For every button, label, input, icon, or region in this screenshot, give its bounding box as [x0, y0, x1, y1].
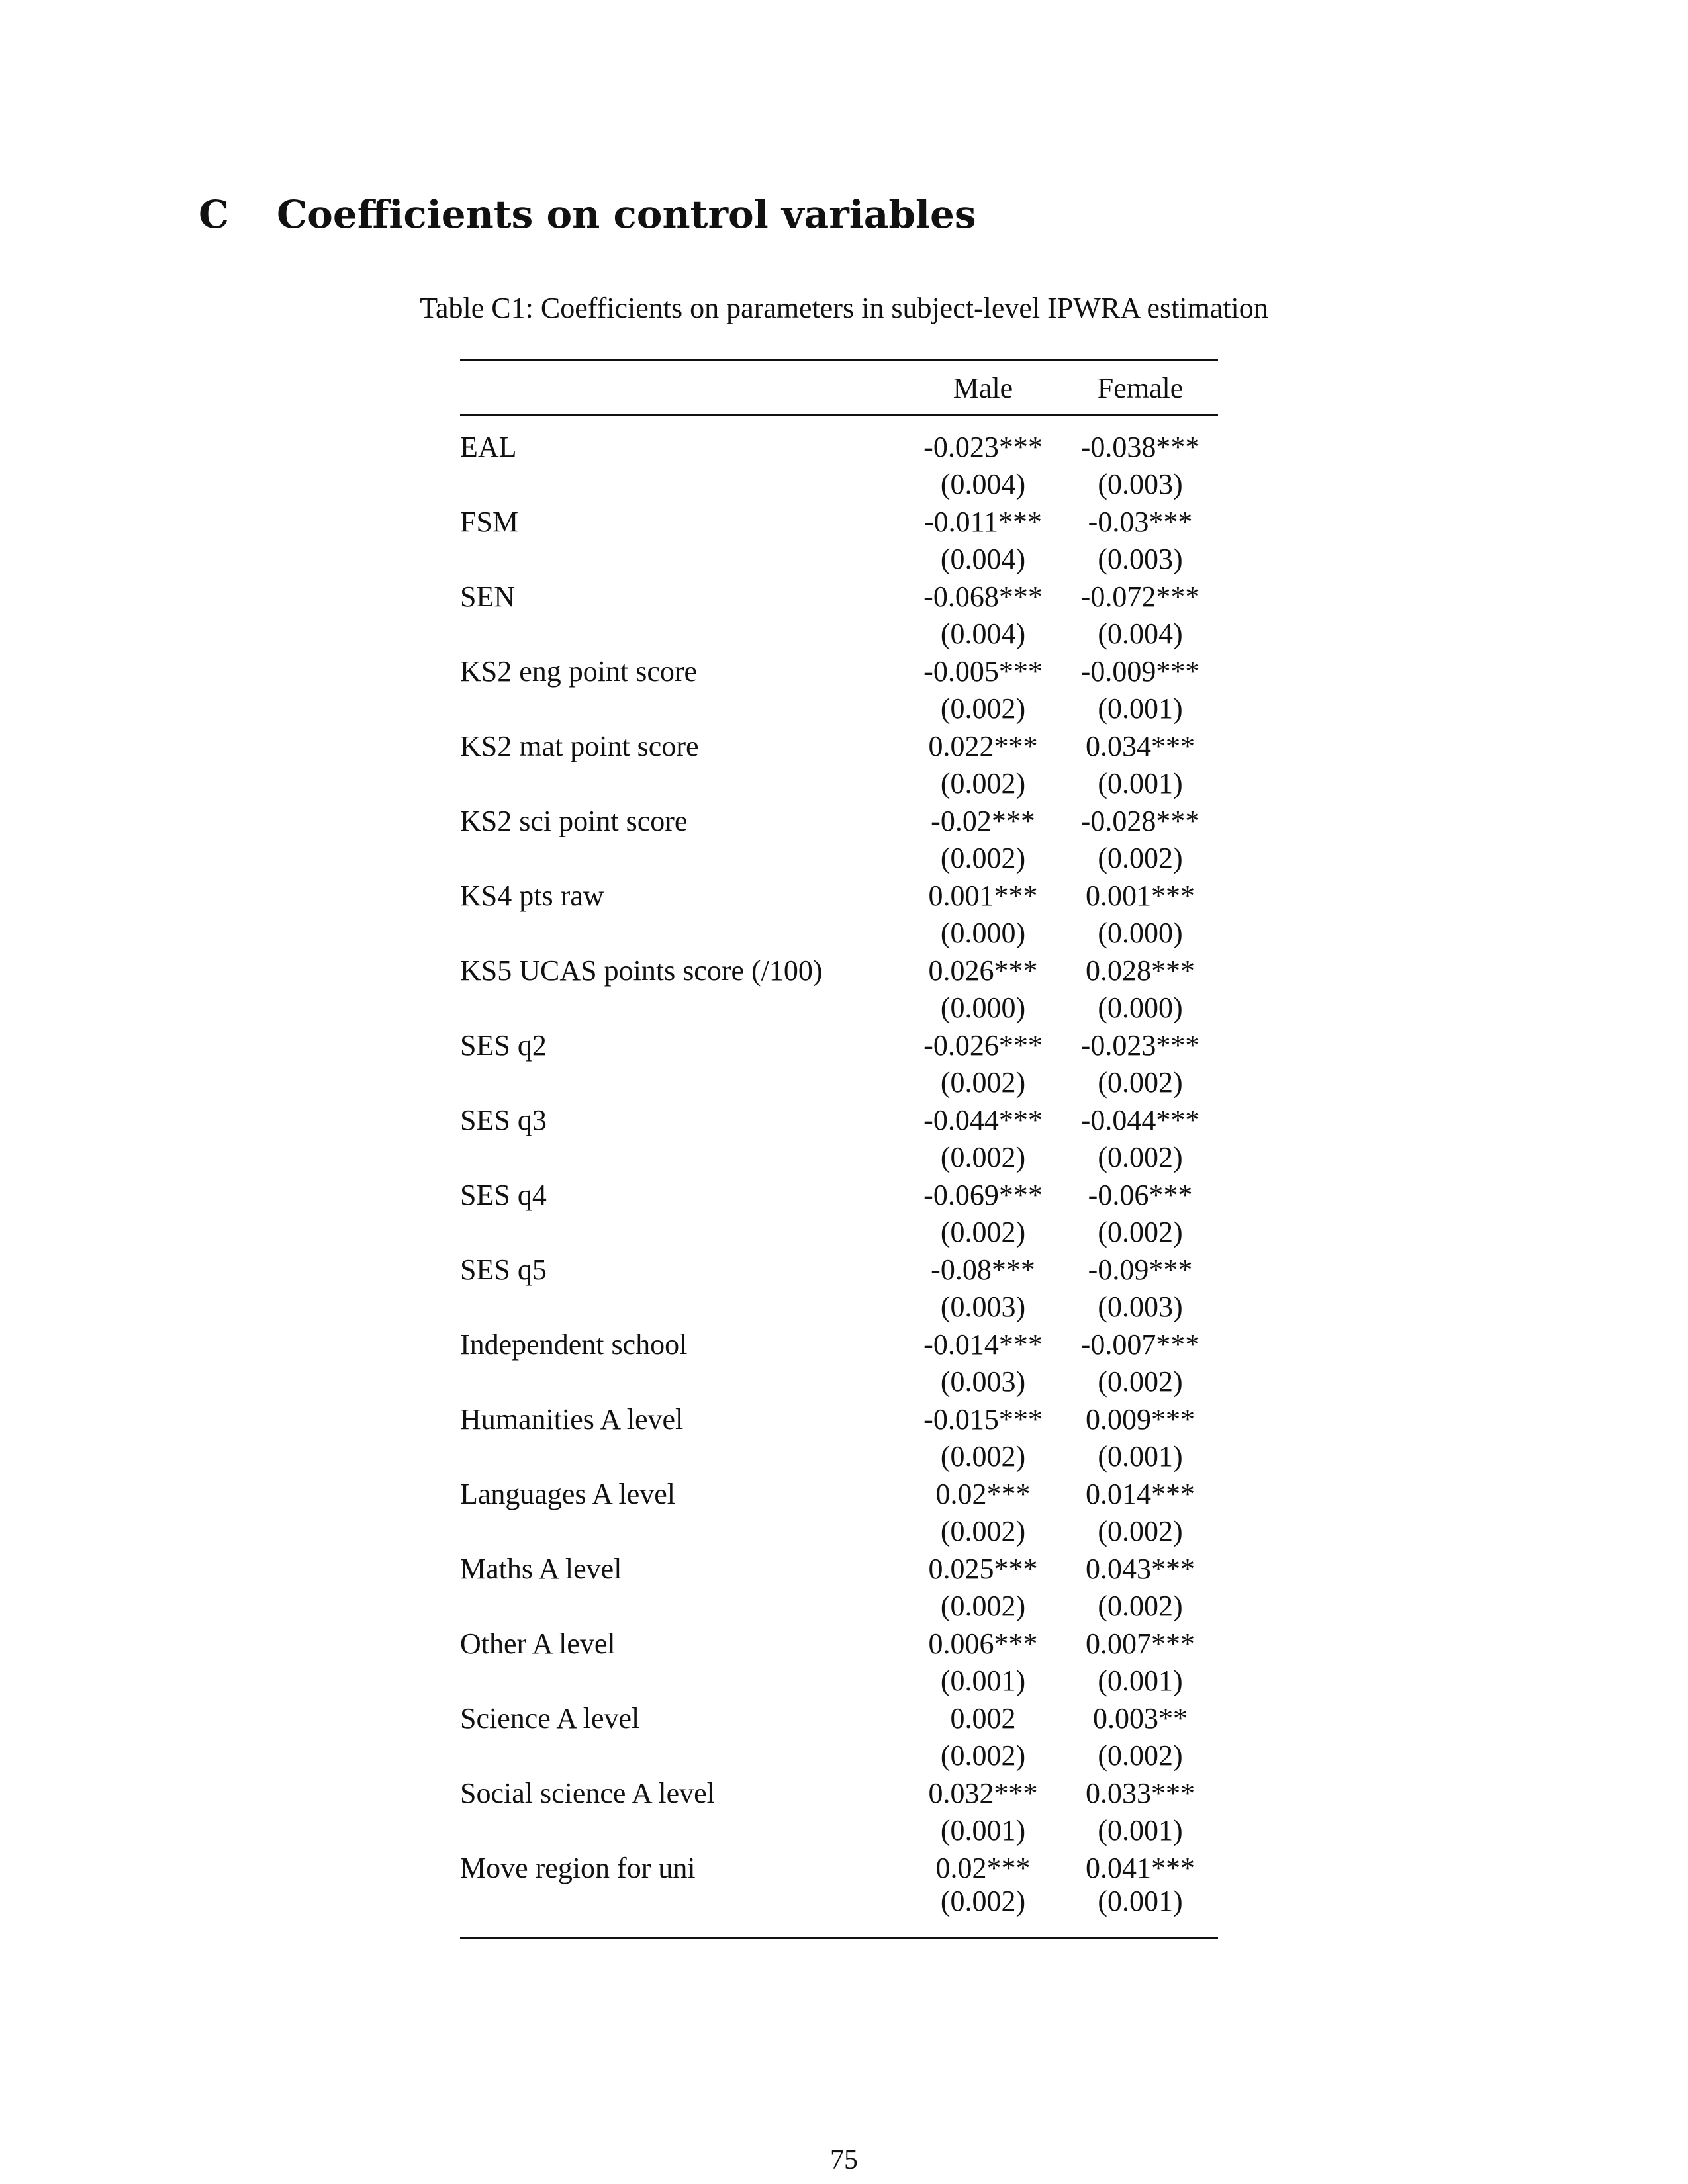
table-row-standard-errors [460, 686, 1218, 723]
row-label: SES q3 [460, 1104, 547, 1136]
male-coefficient: -0.023*** [923, 431, 1043, 463]
row-label-spacer [460, 985, 904, 1023]
male-standard-error: (0.002) [940, 1590, 1026, 1622]
female-coefficient: -0.06*** [1088, 1179, 1193, 1211]
female-coefficient: 0.033*** [1086, 1777, 1195, 1809]
table-row-standard-errors [460, 761, 1218, 798]
male-coefficient: 0.032*** [928, 1777, 1038, 1809]
male-coefficient: -0.069*** [923, 1179, 1043, 1211]
female-standard-error: (0.001) [1098, 692, 1183, 725]
row-label-spacer [460, 1285, 904, 1322]
table-row [460, 948, 1218, 985]
female-coefficient: 0.003** [1093, 1702, 1188, 1735]
table-row [460, 1471, 1218, 1509]
table-row [460, 1172, 1218, 1210]
male-coefficient: 0.026*** [928, 954, 1038, 987]
row-label-spacer [460, 612, 904, 649]
table-row-standard-errors [460, 1509, 1218, 1546]
page-number: 75 [830, 2145, 858, 2175]
row-label: SES q5 [460, 1253, 547, 1286]
male-standard-error: (0.004) [940, 543, 1026, 575]
male-standard-error: (0.003) [940, 1365, 1026, 1398]
female-standard-error: (0.000) [1098, 991, 1183, 1024]
table-caption: Table C1: Coefficients on parameters in subject-level IPWRA estimation [420, 292, 1268, 324]
male-standard-error: (0.002) [940, 1141, 1026, 1173]
female-standard-error: (0.002) [1098, 1365, 1183, 1398]
male-standard-error: (0.002) [940, 1066, 1026, 1099]
coefficients-table [460, 359, 1218, 1939]
table-row-standard-errors [460, 836, 1218, 873]
row-label-spacer [460, 1060, 904, 1097]
table-row-standard-errors [460, 537, 1218, 574]
female-coefficient: -0.03*** [1088, 506, 1193, 538]
table-row-standard-errors [460, 1359, 1218, 1396]
row-label-spacer [460, 1210, 904, 1247]
row-label: Other A level [460, 1627, 616, 1660]
section-title: Coefficients on control variables [277, 192, 976, 237]
row-label: SES q2 [460, 1029, 547, 1062]
male-standard-error: (0.002) [940, 1440, 1026, 1473]
female-coefficient: -0.038*** [1080, 431, 1200, 463]
table-row-standard-errors [460, 1060, 1218, 1097]
table-header-row [460, 361, 1218, 415]
row-label: Science A level [460, 1702, 640, 1735]
header-female: Female [1062, 361, 1218, 415]
female-coefficient: 0.009*** [1086, 1403, 1195, 1435]
row-label: KS4 pts raw [460, 880, 604, 912]
table-row [460, 1845, 1218, 1883]
table-row-standard-errors [460, 1584, 1218, 1621]
row-label: KS2 mat point score [460, 730, 699, 762]
row-label: Independent school [460, 1328, 688, 1361]
female-standard-error: (0.001) [1098, 767, 1183, 799]
male-coefficient: -0.02*** [931, 805, 1035, 837]
table-row [460, 1023, 1218, 1060]
male-standard-error: (0.003) [940, 1291, 1026, 1323]
female-coefficient: -0.023*** [1080, 1029, 1200, 1062]
table-row [460, 1621, 1218, 1659]
female-standard-error: (0.003) [1098, 1291, 1183, 1323]
row-label-spacer [460, 1733, 904, 1770]
table-row [460, 723, 1218, 761]
male-coefficient: 0.02*** [935, 1852, 1031, 1884]
female-coefficient: -0.007*** [1080, 1328, 1200, 1361]
male-coefficient: 0.002 [950, 1702, 1016, 1735]
male-coefficient: 0.001*** [928, 880, 1038, 912]
table-body [460, 415, 1218, 1937]
female-standard-error: (0.002) [1098, 1216, 1183, 1248]
table-row [460, 798, 1218, 836]
table-row [460, 1097, 1218, 1135]
table-row [460, 873, 1218, 911]
male-coefficient: -0.044*** [923, 1104, 1043, 1136]
male-coefficient: 0.006*** [928, 1627, 1038, 1660]
female-standard-error: (0.002) [1098, 1066, 1183, 1099]
female-standard-error: (0.001) [1098, 1814, 1183, 1846]
row-label-spacer [460, 836, 904, 873]
male-standard-error: (0.000) [940, 917, 1026, 949]
section-heading [199, 192, 976, 237]
male-standard-error: (0.002) [940, 842, 1026, 874]
male-standard-error: (0.001) [940, 1664, 1026, 1697]
table-row-standard-errors [460, 1210, 1218, 1247]
female-coefficient: 0.028*** [1086, 954, 1195, 987]
male-coefficient: -0.011*** [923, 506, 1043, 538]
male-coefficient: -0.014*** [923, 1328, 1043, 1361]
female-coefficient: -0.044*** [1080, 1104, 1200, 1136]
table-row [460, 499, 1218, 537]
table-row-standard-errors [460, 1434, 1218, 1471]
row-label-spacer [460, 686, 904, 723]
female-coefficient: 0.014*** [1086, 1478, 1195, 1510]
female-coefficient: -0.072*** [1080, 580, 1200, 613]
row-label-spacer [460, 1509, 904, 1546]
male-standard-error: (0.004) [940, 468, 1026, 500]
female-coefficient: -0.028*** [1080, 805, 1200, 837]
male-standard-error: (0.002) [940, 1739, 1026, 1772]
male-standard-error: (0.000) [940, 991, 1026, 1024]
row-label-spacer [460, 1135, 904, 1172]
row-label: Move region for uni [460, 1852, 696, 1884]
table-row-standard-errors [460, 1659, 1218, 1696]
row-label: Social science A level [460, 1777, 715, 1809]
male-standard-error: (0.002) [940, 767, 1026, 799]
female-coefficient: -0.09*** [1088, 1253, 1193, 1286]
male-standard-error: (0.002) [940, 1885, 1026, 1917]
male-coefficient: -0.015*** [923, 1403, 1043, 1435]
row-label: SES q4 [460, 1179, 547, 1211]
male-coefficient: -0.005*** [923, 655, 1043, 688]
table-row [460, 1322, 1218, 1359]
table-row [460, 1770, 1218, 1808]
female-standard-error: (0.002) [1098, 1739, 1183, 1772]
male-standard-error: (0.001) [940, 1814, 1026, 1846]
female-coefficient: 0.043*** [1086, 1553, 1195, 1585]
female-coefficient: 0.041*** [1086, 1852, 1195, 1884]
row-label: Maths A level [460, 1553, 622, 1585]
section-number: C [199, 192, 230, 237]
female-standard-error: (0.001) [1098, 1440, 1183, 1473]
row-label: KS2 eng point score [460, 655, 698, 688]
female-standard-error: (0.004) [1098, 617, 1183, 650]
table-row [460, 1396, 1218, 1434]
table-row [460, 1546, 1218, 1584]
table-row-standard-errors [460, 1285, 1218, 1322]
row-label: Humanities A level [460, 1403, 684, 1435]
female-coefficient: 0.034*** [1086, 730, 1195, 762]
female-standard-error: (0.002) [1098, 1590, 1183, 1622]
row-label: FSM [460, 506, 519, 538]
table-row-standard-errors [460, 1883, 1218, 1937]
header-male: Male [904, 361, 1062, 415]
male-standard-error: (0.004) [940, 617, 1026, 650]
male-coefficient: -0.026*** [923, 1029, 1043, 1062]
row-label-spacer [460, 1359, 904, 1396]
row-label: Languages A level [460, 1478, 676, 1510]
female-standard-error: (0.003) [1098, 543, 1183, 575]
female-standard-error: (0.001) [1098, 1664, 1183, 1697]
row-label-spacer [460, 537, 904, 574]
female-standard-error: (0.000) [1098, 917, 1183, 949]
row-label: KS5 UCAS points score (/100) [460, 954, 823, 987]
male-coefficient: 0.022*** [928, 730, 1038, 762]
female-standard-error: (0.002) [1098, 1515, 1183, 1547]
table-row [460, 1696, 1218, 1733]
table-row-standard-errors [460, 1733, 1218, 1770]
table-row-standard-errors [460, 1135, 1218, 1172]
row-label: EAL [460, 431, 517, 463]
row-label-spacer [460, 1659, 904, 1696]
table-row-standard-errors [460, 985, 1218, 1023]
female-coefficient: 0.007*** [1086, 1627, 1195, 1660]
row-label-spacer [460, 1883, 904, 1937]
male-coefficient: 0.02*** [935, 1478, 1031, 1510]
table-row-standard-errors [460, 612, 1218, 649]
row-label-spacer [460, 911, 904, 948]
row-label: KS2 sci point score [460, 805, 688, 837]
male-standard-error: (0.002) [940, 1216, 1026, 1248]
table-row-standard-errors [460, 1808, 1218, 1845]
table-row-standard-errors [460, 911, 1218, 948]
male-coefficient: 0.025*** [928, 1553, 1038, 1585]
male-standard-error: (0.002) [940, 1515, 1026, 1547]
female-coefficient: 0.001*** [1086, 880, 1195, 912]
table-row [460, 574, 1218, 612]
header-label-column [460, 361, 904, 415]
row-label-spacer [460, 462, 904, 499]
row-label-spacer [460, 1808, 904, 1845]
table-row-standard-errors [460, 462, 1218, 499]
row-label: SEN [460, 580, 516, 613]
row-label-spacer [460, 1584, 904, 1621]
table-row [460, 1247, 1218, 1285]
row-label-spacer [460, 761, 904, 798]
male-coefficient: -0.068*** [923, 580, 1043, 613]
table-row [460, 415, 1218, 462]
female-coefficient: -0.009*** [1080, 655, 1200, 688]
female-standard-error: (0.001) [1098, 1885, 1183, 1917]
female-standard-error: (0.002) [1098, 1141, 1183, 1173]
male-standard-error: (0.002) [940, 692, 1026, 725]
female-standard-error: (0.002) [1098, 842, 1183, 874]
male-coefficient: -0.08*** [931, 1253, 1035, 1286]
row-label-spacer [460, 1434, 904, 1471]
table-row [460, 649, 1218, 686]
female-standard-error: (0.003) [1098, 468, 1183, 500]
